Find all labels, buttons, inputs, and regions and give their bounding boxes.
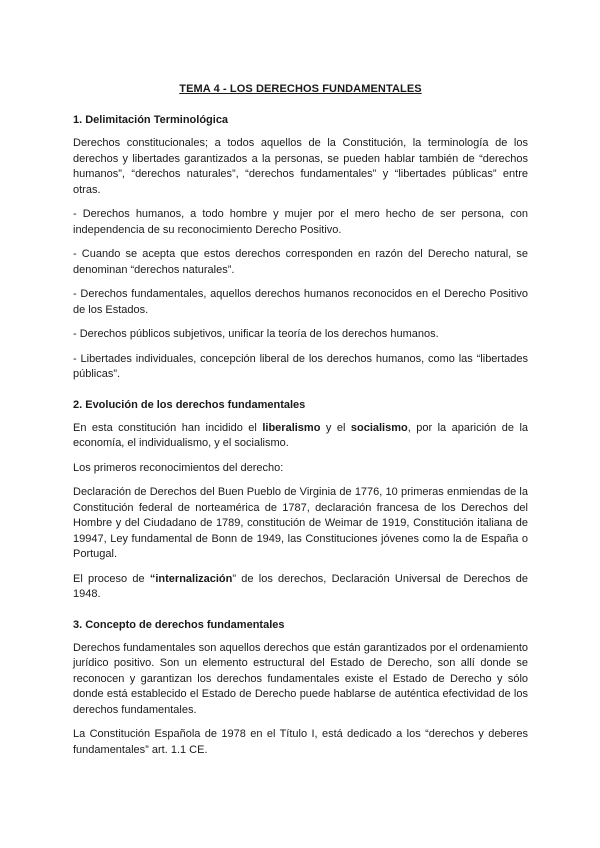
section-1-paragraph-5: - Derechos públicos subjetivos, unificar la teoría de los derechos humanos.: [73, 328, 439, 340]
internalizacion-term: “internalización: [149, 572, 233, 585]
section-1-paragraph-4: - Derechos fundamentales, aquellos derechos humanos reconocidos en el Derecho Positivo de los Estados.: [73, 288, 528, 316]
section-3-paragraph-2: La Constitución Española de 1978 en el Título I, está dedicado a los “derechos y deberes fundamentales” art. 1.1 CE.: [73, 728, 528, 756]
section-1-heading: 1. Delimitación Terminológica: [73, 114, 229, 126]
section-2-heading: 2. Evolución de los derechos fundamentales: [73, 398, 306, 411]
section-1-paragraph-3: - Cuando se acepta que estos derechos corresponden en razón del Derecho natural, se denominan “derechos naturales”.: [73, 248, 528, 276]
section-2-paragraph-3: Declaración de Derechos del Buen Pueblo de Virginia de 1776, 10 primeras enmiendas de la Constitución federal de norteamérica de 1787, declaración francesa de los Derechos del Hombre y del Ciudadano de 1789, constitución de Weimar de 1919, Constitución italiana de 19947, Ley fundamental de Bonn de 1949, las Constituciones jóvenes como la de España o Portugal.: [73, 486, 528, 560]
document-title: TEMA 4 - LOS DERECHOS FUNDAMENTALES: [179, 83, 422, 95]
liberalismo-term: liberalismo: [262, 421, 321, 434]
section-2-paragraph-4: [73, 572, 528, 603]
section-2-paragraph-1: [73, 421, 528, 452]
section-1-paragraph-1: Derechos constitucionales; a todos aquellos de la Constitución, la terminología de los derechos y libertades garantizados a la personas, se pueden hablar también de “derechos humanos”, “derechos naturales”, “derechos fundamentales” y “libertades públicas” entre otras.: [73, 137, 528, 196]
text-run: , por la aparición de la economía, el individualismo, y el socialismo.: [73, 421, 529, 449]
text-run: y el: [320, 421, 351, 434]
section-3-paragraph-1: Derechos fundamentales son aquellos derechos que están garantizados por el ordenamiento jurídico positivo. Son un elemento estructural del Estado de Derecho, son allí donde se reconocen y garantizan los derechos fundamentales existe el Estado de Derecho y sólo donde está establecido el Estado de Derecho puede hablarse de auténtica efectividad de los derechos fundamentales.: [73, 641, 528, 716]
text-run: ” de los derechos, Declaración Universal de Derechos de 1948.: [73, 572, 528, 600]
section-3-heading: 3. Concepto de derechos fundamentales: [73, 618, 285, 631]
section-2-paragraph-2: Los primeros reconocimientos del derecho:: [73, 461, 284, 474]
section-1-paragraph-6: - Libertades individuales, concepción liberal de los derechos humanos, como las “libertades públicas”.: [73, 352, 528, 380]
section-1-paragraph-2: - Derechos humanos, a todo hombre y mujer por el mero hecho de ser persona, con independencia de su reconocimiento Derecho Positivo.: [73, 208, 528, 236]
text-run: El proceso de: [73, 572, 150, 585]
socialismo-term: socialismo: [350, 421, 408, 434]
text-run: En esta constitución han incidido el: [73, 421, 263, 434]
